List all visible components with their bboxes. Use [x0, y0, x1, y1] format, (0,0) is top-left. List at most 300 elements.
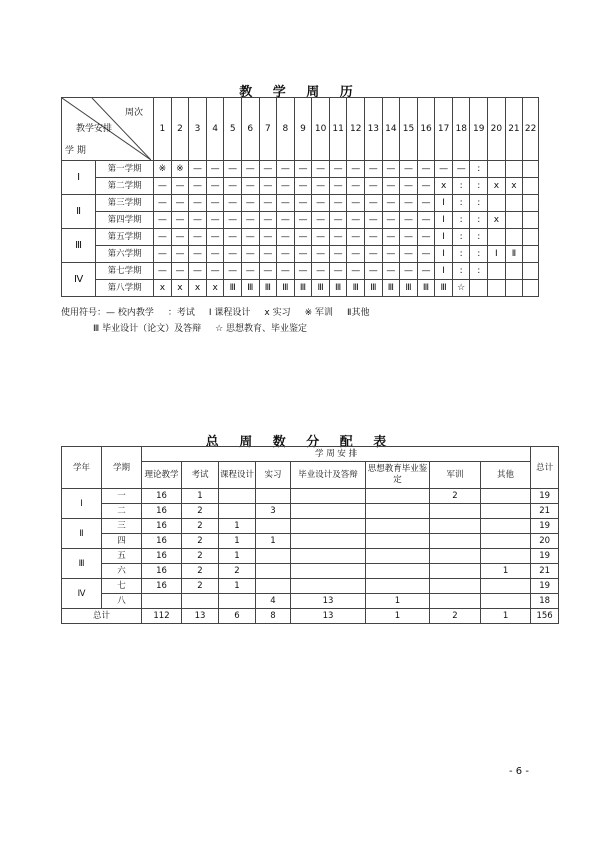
distribution-row [62, 564, 559, 579]
week-cell [523, 212, 539, 229]
value-cell: 16 [142, 579, 182, 594]
week-cell: — [224, 161, 242, 178]
week-cell: — [312, 161, 330, 178]
calendar-row [62, 161, 539, 178]
week-cell: — [435, 161, 453, 178]
value-cell: 1 [219, 534, 256, 549]
week-cell: — [171, 263, 189, 280]
week-cell: — [277, 195, 295, 212]
week-cell: — [259, 263, 277, 280]
week-number: 6 [241, 98, 259, 161]
semester-name: 第三学期 [96, 195, 154, 212]
grand-total: 156 [531, 609, 559, 624]
value-cell [256, 564, 291, 579]
distribution-row [62, 489, 559, 504]
week-cell: — [417, 263, 435, 280]
distribution-row [62, 519, 559, 534]
week-cell: — [189, 229, 207, 246]
row-total: 21 [531, 504, 559, 519]
value-cell [291, 549, 366, 564]
week-cell: Ⅰ [435, 212, 453, 229]
value-cell: 1 [481, 564, 531, 579]
week-cell: — [417, 161, 435, 178]
week-number: 18 [452, 98, 470, 161]
week-number: 12 [347, 98, 365, 161]
week-cell: Ⅰ [435, 246, 453, 263]
value-cell: 16 [142, 489, 182, 504]
value-cell [430, 534, 481, 549]
value-cell [366, 519, 430, 534]
value-cell: 16 [142, 564, 182, 579]
legend-item: Ⅲ 毕业设计（论文）及答辩 [93, 324, 202, 334]
week-cell: — [294, 212, 312, 229]
week-number: 21 [505, 98, 523, 161]
week-cell: : [470, 178, 488, 195]
week-cell: x [488, 178, 506, 195]
week-cell [488, 263, 506, 280]
value-cell [430, 564, 481, 579]
semester-label: 一 [102, 489, 142, 504]
teaching-calendar-table [61, 97, 539, 297]
week-cell: — [241, 161, 259, 178]
semester-label: 五 [102, 549, 142, 564]
week-cell: — [224, 212, 242, 229]
row-total: 21 [531, 564, 559, 579]
week-cell: — [259, 212, 277, 229]
year-label: Ⅱ [62, 519, 102, 549]
week-cell [523, 195, 539, 212]
col-semester-header: 学期 [102, 447, 142, 489]
header-week-label: 周次 [125, 108, 144, 118]
week-number: 13 [365, 98, 383, 161]
sum-cell: 1 [481, 609, 531, 624]
page-number: - 6 - [509, 766, 529, 777]
week-cell: — [382, 263, 400, 280]
week-cell: — [400, 195, 418, 212]
week-cell: — [382, 195, 400, 212]
week-cell: — [417, 195, 435, 212]
week-cell: — [277, 246, 295, 263]
week-cell: — [224, 195, 242, 212]
row-total: 19 [531, 489, 559, 504]
week-cell [488, 229, 506, 246]
distribution-row [62, 549, 559, 564]
column-header: 毕业设计及答辩 [291, 462, 366, 489]
week-cell [523, 178, 539, 195]
value-cell [366, 534, 430, 549]
row-total: 19 [531, 519, 559, 534]
column-header: 理论教学 [142, 462, 182, 489]
header-semester-label: 学 期 [65, 146, 86, 156]
semester-name: 第二学期 [96, 178, 154, 195]
sum-cell: 112 [142, 609, 182, 624]
year-label: Ⅰ [62, 489, 102, 519]
week-cell: — [382, 212, 400, 229]
value-cell: 2 [182, 549, 219, 564]
year-label: Ⅱ [62, 195, 96, 229]
week-cell: Ⅲ [417, 280, 435, 297]
week-cell [523, 229, 539, 246]
value-cell [481, 504, 531, 519]
week-cell: — [277, 178, 295, 195]
value-cell [291, 489, 366, 504]
week-cell: — [171, 178, 189, 195]
week-number: 22 [523, 98, 539, 161]
distribution-row [62, 594, 559, 609]
week-cell [505, 195, 523, 212]
value-cell: 4 [256, 594, 291, 609]
value-cell: 2 [182, 504, 219, 519]
value-cell: 3 [256, 504, 291, 519]
sum-label: 总计 [62, 609, 142, 624]
week-cell: Ⅲ [294, 280, 312, 297]
week-cell: x [435, 178, 453, 195]
value-cell [182, 594, 219, 609]
legend-row-1 [61, 305, 383, 318]
legend-prefix: 使用符号： [61, 308, 107, 318]
week-number: 16 [417, 98, 435, 161]
distribution-title: 总 周 数 分 配 表 [205, 435, 395, 450]
week-cell [523, 161, 539, 178]
calendar-row [62, 229, 539, 246]
week-cell: — [312, 212, 330, 229]
week-cell: ※ [171, 161, 189, 178]
week-cell: — [365, 195, 383, 212]
week-cell: — [365, 212, 383, 229]
week-cell: — [241, 229, 259, 246]
week-cell: — [241, 212, 259, 229]
week-cell: — [189, 178, 207, 195]
week-cell [523, 263, 539, 280]
week-cell: — [224, 229, 242, 246]
week-cell: Ⅲ [347, 280, 365, 297]
week-cell: Ⅰ [435, 263, 453, 280]
legend-row-2 [93, 321, 321, 334]
week-cell: — [294, 161, 312, 178]
week-cell: : [452, 229, 470, 246]
week-cell: : [452, 195, 470, 212]
week-cell: — [365, 178, 383, 195]
value-cell [481, 534, 531, 549]
week-cell: Ⅲ [312, 280, 330, 297]
week-cell: — [171, 195, 189, 212]
row-total: 18 [531, 594, 559, 609]
week-cell: — [400, 263, 418, 280]
sum-cell: 2 [430, 609, 481, 624]
legend-item: Ⅰ 课程设计 [208, 308, 251, 318]
week-number: 19 [470, 98, 488, 161]
sum-cell: 6 [219, 609, 256, 624]
value-cell [366, 504, 430, 519]
value-cell: 2 [182, 564, 219, 579]
legend-item: Ⅱ其他 [347, 308, 370, 318]
sum-cell: 8 [256, 609, 291, 624]
value-cell [481, 594, 531, 609]
week-cell: — [206, 161, 224, 178]
week-cell: x [206, 280, 224, 297]
value-cell: 1 [182, 489, 219, 504]
week-distribution-table [61, 446, 559, 624]
week-cell: — [154, 195, 172, 212]
week-cell: — [154, 229, 172, 246]
value-cell: 2 [219, 564, 256, 579]
week-cell: — [154, 263, 172, 280]
sum-cell: 13 [182, 609, 219, 624]
value-cell [366, 564, 430, 579]
value-cell: 2 [182, 579, 219, 594]
week-cell: Ⅲ [329, 280, 347, 297]
week-cell: x [154, 280, 172, 297]
week-cell: — [294, 246, 312, 263]
calendar-row [62, 212, 539, 229]
calendar-row [62, 280, 539, 297]
legend-item: x 实习 [264, 308, 291, 318]
week-cell: : [470, 161, 488, 178]
week-cell [488, 280, 506, 297]
value-cell [142, 594, 182, 609]
week-cell [505, 212, 523, 229]
semester-name: 第八学期 [96, 280, 154, 297]
value-cell [219, 489, 256, 504]
calendar-title: 教 学 周 历 [239, 85, 361, 100]
value-cell [481, 579, 531, 594]
week-cell: — [259, 246, 277, 263]
week-number: 7 [259, 98, 277, 161]
value-cell [291, 519, 366, 534]
week-cell: — [329, 178, 347, 195]
week-cell: — [329, 195, 347, 212]
week-number: 2 [171, 98, 189, 161]
week-cell: — [277, 263, 295, 280]
week-cell: — [206, 246, 224, 263]
sum-cell: 13 [291, 609, 366, 624]
week-cell: — [329, 229, 347, 246]
value-cell [256, 519, 291, 534]
legend-item: ：考试 [167, 308, 195, 318]
week-number: 17 [435, 98, 453, 161]
week-cell: — [329, 212, 347, 229]
value-cell [291, 534, 366, 549]
value-cell: 1 [219, 579, 256, 594]
week-cell: Ⅲ [435, 280, 453, 297]
value-cell [219, 594, 256, 609]
value-cell: 2 [182, 519, 219, 534]
year-label: Ⅲ [62, 549, 102, 579]
week-cell: — [241, 195, 259, 212]
week-cell: — [365, 263, 383, 280]
week-cell: — [294, 263, 312, 280]
value-cell [256, 489, 291, 504]
value-cell [256, 579, 291, 594]
week-cell: — [312, 246, 330, 263]
week-cell: Ⅲ [224, 280, 242, 297]
week-cell: — [294, 195, 312, 212]
week-cell: ☆ [452, 280, 470, 297]
week-cell [523, 246, 539, 263]
group-header: 学 周 安 排 [142, 447, 531, 462]
week-number: 15 [400, 98, 418, 161]
week-cell: — [400, 246, 418, 263]
week-cell: : [470, 263, 488, 280]
value-cell: 16 [142, 504, 182, 519]
week-number: 9 [294, 98, 312, 161]
semester-label: 三 [102, 519, 142, 534]
week-cell: Ⅲ [400, 280, 418, 297]
value-cell [481, 549, 531, 564]
week-cell: — [277, 212, 295, 229]
week-cell: — [259, 178, 277, 195]
week-cell: — [189, 195, 207, 212]
week-cell: — [365, 161, 383, 178]
week-cell: — [329, 246, 347, 263]
week-cell: — [312, 229, 330, 246]
value-cell [366, 489, 430, 504]
week-cell: — [277, 229, 295, 246]
week-cell: — [400, 178, 418, 195]
week-cell: — [329, 263, 347, 280]
semester-label: 四 [102, 534, 142, 549]
week-cell: Ⅱ [505, 246, 523, 263]
week-cell: : [452, 246, 470, 263]
distribution-row [62, 504, 559, 519]
week-cell: — [347, 212, 365, 229]
week-cell: — [154, 178, 172, 195]
week-cell: — [259, 161, 277, 178]
col-total-header: 总计 [531, 447, 559, 489]
value-cell [481, 489, 531, 504]
week-cell: — [224, 246, 242, 263]
week-cell: — [206, 229, 224, 246]
legend-item: — 校内教学 [106, 308, 154, 318]
week-cell: — [347, 195, 365, 212]
week-cell: — [241, 246, 259, 263]
semester-name: 第五学期 [96, 229, 154, 246]
week-cell: — [259, 229, 277, 246]
year-label: Ⅳ [62, 579, 102, 609]
week-cell: — [224, 178, 242, 195]
value-cell [366, 579, 430, 594]
week-cell: : [470, 246, 488, 263]
year-label: Ⅳ [62, 263, 96, 297]
week-number: 4 [206, 98, 224, 161]
value-cell [291, 579, 366, 594]
week-cell [505, 161, 523, 178]
legend-item: ※ 军训 [304, 308, 334, 318]
week-cell: — [171, 229, 189, 246]
week-cell: Ⅰ [435, 195, 453, 212]
value-cell: 1 [219, 519, 256, 534]
week-cell [523, 280, 539, 297]
week-cell [488, 161, 506, 178]
value-cell [481, 519, 531, 534]
week-cell [488, 195, 506, 212]
week-cell: Ⅲ [365, 280, 383, 297]
value-cell [291, 504, 366, 519]
week-cell [505, 263, 523, 280]
week-cell: — [452, 161, 470, 178]
week-cell: — [171, 212, 189, 229]
week-cell: — [400, 229, 418, 246]
week-cell: : [470, 195, 488, 212]
week-cell: — [241, 263, 259, 280]
value-cell: 16 [142, 534, 182, 549]
semester-label: 八 [102, 594, 142, 609]
value-cell [430, 594, 481, 609]
week-cell: — [206, 212, 224, 229]
week-number: 14 [382, 98, 400, 161]
week-cell: Ⅲ [241, 280, 259, 297]
week-number: 5 [224, 98, 242, 161]
week-number: 1 [154, 98, 172, 161]
week-cell: — [312, 178, 330, 195]
week-cell: — [417, 246, 435, 263]
week-cell: — [189, 161, 207, 178]
week-cell: — [382, 246, 400, 263]
calendar-row [62, 195, 539, 212]
year-label: Ⅰ [62, 161, 96, 195]
week-number: 8 [277, 98, 295, 161]
week-cell: — [417, 178, 435, 195]
calendar-row [62, 178, 539, 195]
week-cell: — [347, 161, 365, 178]
value-cell: 13 [291, 594, 366, 609]
calendar-row [62, 263, 539, 280]
week-cell: x [171, 280, 189, 297]
semester-label: 二 [102, 504, 142, 519]
week-cell: — [241, 178, 259, 195]
value-cell [430, 579, 481, 594]
semester-name: 第七学期 [96, 263, 154, 280]
week-cell: — [382, 229, 400, 246]
distribution-row [62, 579, 559, 594]
column-header: 考试 [182, 462, 219, 489]
value-cell: 16 [142, 549, 182, 564]
week-cell: — [277, 161, 295, 178]
week-cell: — [347, 178, 365, 195]
week-cell: — [189, 212, 207, 229]
week-cell: — [154, 246, 172, 263]
column-header: 实习 [256, 462, 291, 489]
week-cell: — [365, 246, 383, 263]
week-cell: — [347, 263, 365, 280]
week-cell: — [312, 263, 330, 280]
week-cell: — [154, 212, 172, 229]
week-cell: Ⅲ [277, 280, 295, 297]
week-cell: — [400, 212, 418, 229]
value-cell: 1 [256, 534, 291, 549]
week-cell: Ⅰ [435, 229, 453, 246]
column-header: 思想教育毕业鉴定 [366, 462, 430, 489]
calendar-row [62, 246, 539, 263]
week-cell: : [452, 212, 470, 229]
value-cell [430, 504, 481, 519]
value-cell: 16 [142, 519, 182, 534]
week-cell: — [400, 161, 418, 178]
week-cell: — [312, 195, 330, 212]
semester-name: 第一学期 [96, 161, 154, 178]
value-cell: 2 [430, 489, 481, 504]
week-cell: — [294, 229, 312, 246]
week-cell: — [347, 246, 365, 263]
value-cell: 1 [219, 549, 256, 564]
week-cell: ※ [154, 161, 172, 178]
value-cell [430, 549, 481, 564]
value-cell: 2 [182, 534, 219, 549]
week-cell: — [206, 195, 224, 212]
header-arrange-label: 教学安排 [76, 124, 113, 134]
calendar-diagonal-header [62, 98, 154, 161]
week-cell: x [189, 280, 207, 297]
